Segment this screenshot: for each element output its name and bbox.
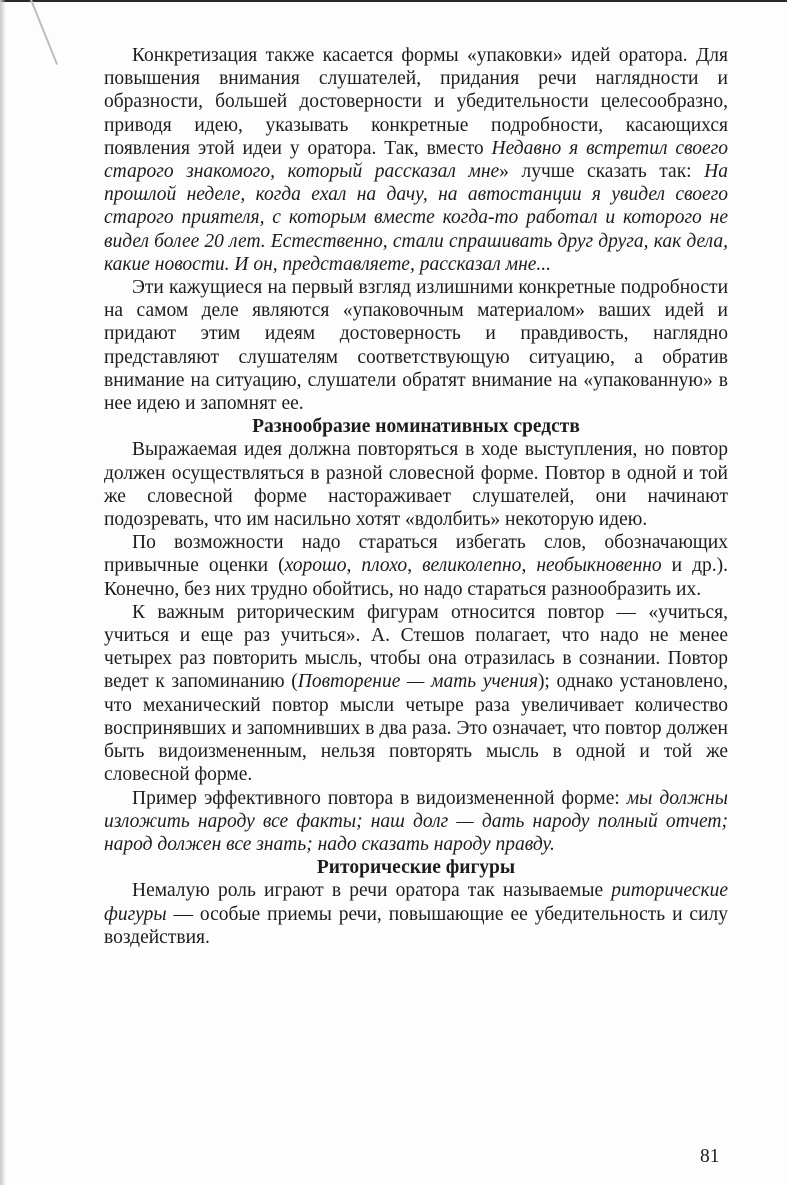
italic-text: На прошлой неделе, когда ехал на дачу, на автостанции я увидел своего старого приятеля, с которым вместе когда-то работал и которого не видел более 20 лет. Естественно, стали спрашивать друг друга, как дела, какие новости. И он, представляете, рассказал мне... xyxy=(104,161,728,275)
body-text xyxy=(104,44,728,949)
text-run: Конкретизация также касается формы «упаковки» идей оратора. Для повышения внимания слушателей, придания речи наглядности и образности, большей достоверности и убедительности целесообразно, приводя идею, указывать конкретные подробности, касающихся появления этой идеи у оратора. Так, вместо xyxy=(104,45,728,159)
italic-text: плохо xyxy=(361,555,408,577)
text-run: Выражаемая идея должна повторяться в ходе выступления, но повтор должен осуществляться в разной словесной форме. Повтор в одной и той же словесной форме настораживает слушателей, они начинают подозревать, что им насильно хотят «вдолбить» некоторую идею. xyxy=(104,439,728,531)
text-run: Немалую роль играют в речи оратора так называемые xyxy=(132,880,612,902)
italic-text: риторические фигуры xyxy=(104,880,728,925)
section-intro xyxy=(104,44,728,415)
text-run: и др.). Конечно, без них трудно обойтись, но надо стараться разнообразить их. xyxy=(104,555,729,600)
scan-corner-mark xyxy=(30,0,58,65)
section-heading: Риторические фигуры xyxy=(316,857,516,879)
text-run: К важным риторическим фигурам относится повтор — «учиться, учиться и еще раз учиться». А. Стешов полагает, что надо не менее четырех раз повторить мысль, чтобы она отразилась в сознании. Повтор ведет к запоминанию ( xyxy=(104,601,728,693)
section-nominative-means xyxy=(104,438,728,856)
paragraph xyxy=(104,276,728,415)
scan-top-edge xyxy=(0,0,787,2)
text-run: » лучше сказать так: xyxy=(499,161,705,183)
italic-text: хорошо xyxy=(284,555,347,577)
italic-text: Повторение — мать учения xyxy=(297,671,538,693)
text-run: ); однако установлено, что механический повтор мысли четыре раза увеличивает количество воспринявших и запомнивших в два раза. Это означает, что повтор должен быть видоизмененным, нельзя повторять мысль в одной и той же словесной форме. xyxy=(104,671,728,786)
section-heading: Разнообразие номинативных средств xyxy=(252,416,580,438)
italic-text: необыкновенно xyxy=(536,555,662,577)
text-run: Пример эффективного повтора в видоизмененной форме: xyxy=(132,787,627,809)
scan-left-shadow xyxy=(0,0,6,1185)
paragraph xyxy=(104,601,728,787)
paragraph xyxy=(104,438,728,531)
text-run: По возможности надо стараться избегать слов, обозначающих привычные оценки ( xyxy=(104,532,728,577)
section-rhetorical-figures xyxy=(104,879,728,949)
paragraph xyxy=(104,44,728,276)
text-run: — особые приемы речи, повышающие ее убедительность и силу воздействия. xyxy=(104,903,728,948)
text-run: Эти кажущиеся на первый взгляд излишними конкретные подробности на самом деле являются «упаковочным материалом» ваших идей и придают этим идеям достоверность и правдивость, наглядно представляют слушателям соответствующую ситуацию, а обратив внимание на ситуацию, слушатели обратят внимание на «упакованную» в нее идею и запомнят ее. xyxy=(104,277,728,415)
italic-text: великолепно xyxy=(422,555,522,577)
paragraph xyxy=(104,787,728,857)
text-run: , xyxy=(521,555,537,577)
page-number: 81 xyxy=(700,1146,720,1167)
italic-text: Недавно я встретил своего старого знакомого, который рассказал мне xyxy=(104,137,728,183)
paragraph xyxy=(104,879,728,949)
paragraph xyxy=(104,531,728,601)
text-run: , xyxy=(346,555,362,577)
italic-text: мы должны изложить народу все факты; наш долг — дать народу полный отчет; народ должен все знать; надо сказать народу правду. xyxy=(104,787,728,855)
text-run: , xyxy=(407,555,423,577)
